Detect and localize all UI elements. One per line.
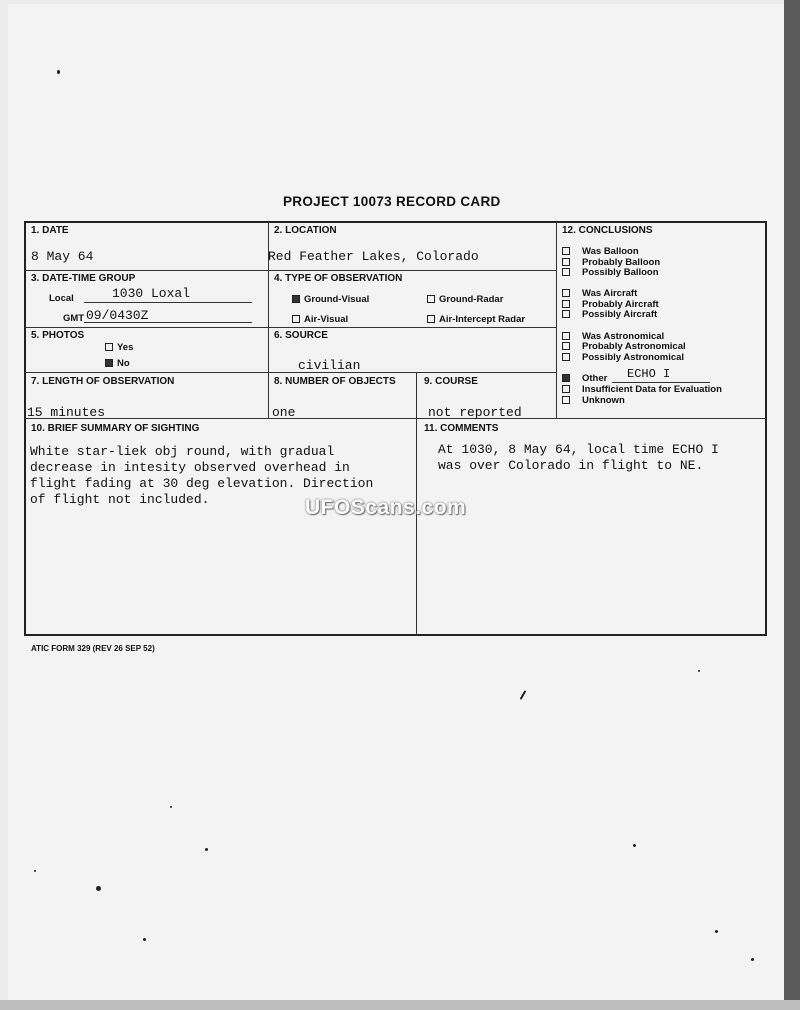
option-air-visual: Air-Visual <box>292 314 348 325</box>
conclusion-possibly-aircraft: Possibly Aircraft <box>562 309 657 320</box>
checkbox-icon <box>562 310 570 318</box>
divider <box>25 270 556 271</box>
option-ground-visual: Ground-Visual <box>292 294 369 305</box>
comments-label: 11. COMMENTS <box>424 423 499 434</box>
checkbox-checked-icon <box>562 374 570 382</box>
checkbox-icon <box>562 396 570 404</box>
scan-speck <box>698 670 700 672</box>
date-label: 1. DATE <box>31 225 69 236</box>
conclusion-was-aircraft: Was Aircraft <box>562 288 637 299</box>
conclusion-was-balloon: Was Balloon <box>562 246 639 257</box>
conclusion-was-astronomical: Was Astronomical <box>562 331 664 342</box>
scan-speck <box>715 930 718 933</box>
checkbox-icon <box>562 289 570 297</box>
checkbox-icon <box>562 300 570 308</box>
checkbox-checked-icon <box>292 295 300 303</box>
other-underline <box>612 382 710 383</box>
form-title: PROJECT 10073 RECORD CARD <box>283 194 501 209</box>
watermark: UFOScans.com <box>305 496 467 519</box>
conclusion-unknown: Unknown <box>562 395 625 406</box>
conclusion-other: Other <box>562 373 607 384</box>
checkbox-icon <box>562 385 570 393</box>
location-label: 2. LOCATION <box>274 225 337 236</box>
local-time-underline <box>84 302 252 303</box>
summary-line: flight fading at 30 deg elevation. Direction <box>30 476 374 491</box>
option-ground-radar: Ground-Radar <box>427 294 503 305</box>
summary-line: White star-liek obj round, with gradual <box>30 444 335 459</box>
number-of-objects-value: one <box>272 405 296 420</box>
date-time-group-label: 3. DATE-TIME GROUP <box>31 273 136 284</box>
scan-speck <box>633 844 636 847</box>
checkbox-icon <box>427 315 435 323</box>
option-photos-no: No <box>105 358 130 369</box>
conclusion-possibly-balloon: Possibly Balloon <box>562 267 659 278</box>
local-time-label: Local <box>49 293 74 304</box>
location-value: Red Feather Lakes, Colorado <box>268 249 479 264</box>
source-value: civilian <box>298 358 361 373</box>
checkbox-icon <box>562 342 570 350</box>
divider <box>25 418 766 419</box>
comment-line: was over Colorado in flight to NE. <box>438 458 704 473</box>
checkbox-icon <box>105 343 113 351</box>
scan-speck <box>170 806 172 808</box>
form-number: ATIC FORM 329 (REV 26 SEP 52) <box>31 644 155 653</box>
summary-line: decrease in intesity observed overhead in <box>30 460 350 475</box>
course-label: 9. COURSE <box>424 376 478 387</box>
photos-label: 5. PHOTOS <box>31 330 85 341</box>
divider <box>25 372 556 373</box>
local-time-value: 1030 Loxal <box>112 286 191 301</box>
gmt-label: GMT <box>63 313 85 324</box>
conclusion-probably-aircraft: Probably Aircraft <box>562 299 659 310</box>
number-of-objects-label: 8. NUMBER OF OBJECTS <box>274 376 396 387</box>
source-label: 6. SOURCE <box>274 330 328 341</box>
length-label: 7. LENGTH OF OBSERVATION <box>31 376 175 387</box>
checkbox-icon <box>562 258 570 266</box>
scan-speck <box>143 938 146 941</box>
checkbox-icon <box>427 295 435 303</box>
conclusion-probably-balloon: Probably Balloon <box>562 257 660 268</box>
scan-edge-bottom <box>0 1000 800 1010</box>
checkbox-icon <box>562 332 570 340</box>
summary-label: 10. BRIEF SUMMARY OF SIGHTING <box>31 423 200 434</box>
checkbox-icon <box>292 315 300 323</box>
scan-speck <box>205 848 208 851</box>
scan-speck <box>57 70 60 74</box>
comments-text <box>438 442 719 474</box>
checkbox-icon <box>562 268 570 276</box>
comment-line: At 1030, 8 May 64, local time ECHO I <box>438 442 719 457</box>
conclusion-other-value: ECHO I <box>627 367 671 381</box>
gmt-value: 09/0430Z <box>86 308 149 323</box>
divider <box>556 222 557 418</box>
scan-speck <box>751 958 754 961</box>
observation-type-label: 4. TYPE OF OBSERVATION <box>274 273 403 284</box>
checkbox-icon <box>562 247 570 255</box>
scan-speck <box>34 870 36 872</box>
conclusion-insufficient-data: Insufficient Data for Evaluation <box>562 384 722 395</box>
checkbox-checked-icon <box>105 359 113 367</box>
summary-line: of flight not included. <box>30 492 210 507</box>
option-air-intercept-radar: Air-Intercept Radar <box>427 314 525 325</box>
option-photos-yes: Yes <box>105 342 133 353</box>
scan-edge-right <box>784 0 800 1010</box>
date-value: 8 May 64 <box>31 249 94 264</box>
checkbox-icon <box>562 353 570 361</box>
conclusion-probably-astronomical: Probably Astronomical <box>562 341 686 352</box>
length-value: 15 minutes <box>27 405 106 420</box>
conclusions-label: 12. CONCLUSIONS <box>562 225 653 236</box>
conclusion-possibly-astronomical: Possibly Astronomical <box>562 352 684 363</box>
scan-speck <box>96 886 101 891</box>
course-value: not reported <box>428 405 522 420</box>
divider <box>25 327 556 328</box>
